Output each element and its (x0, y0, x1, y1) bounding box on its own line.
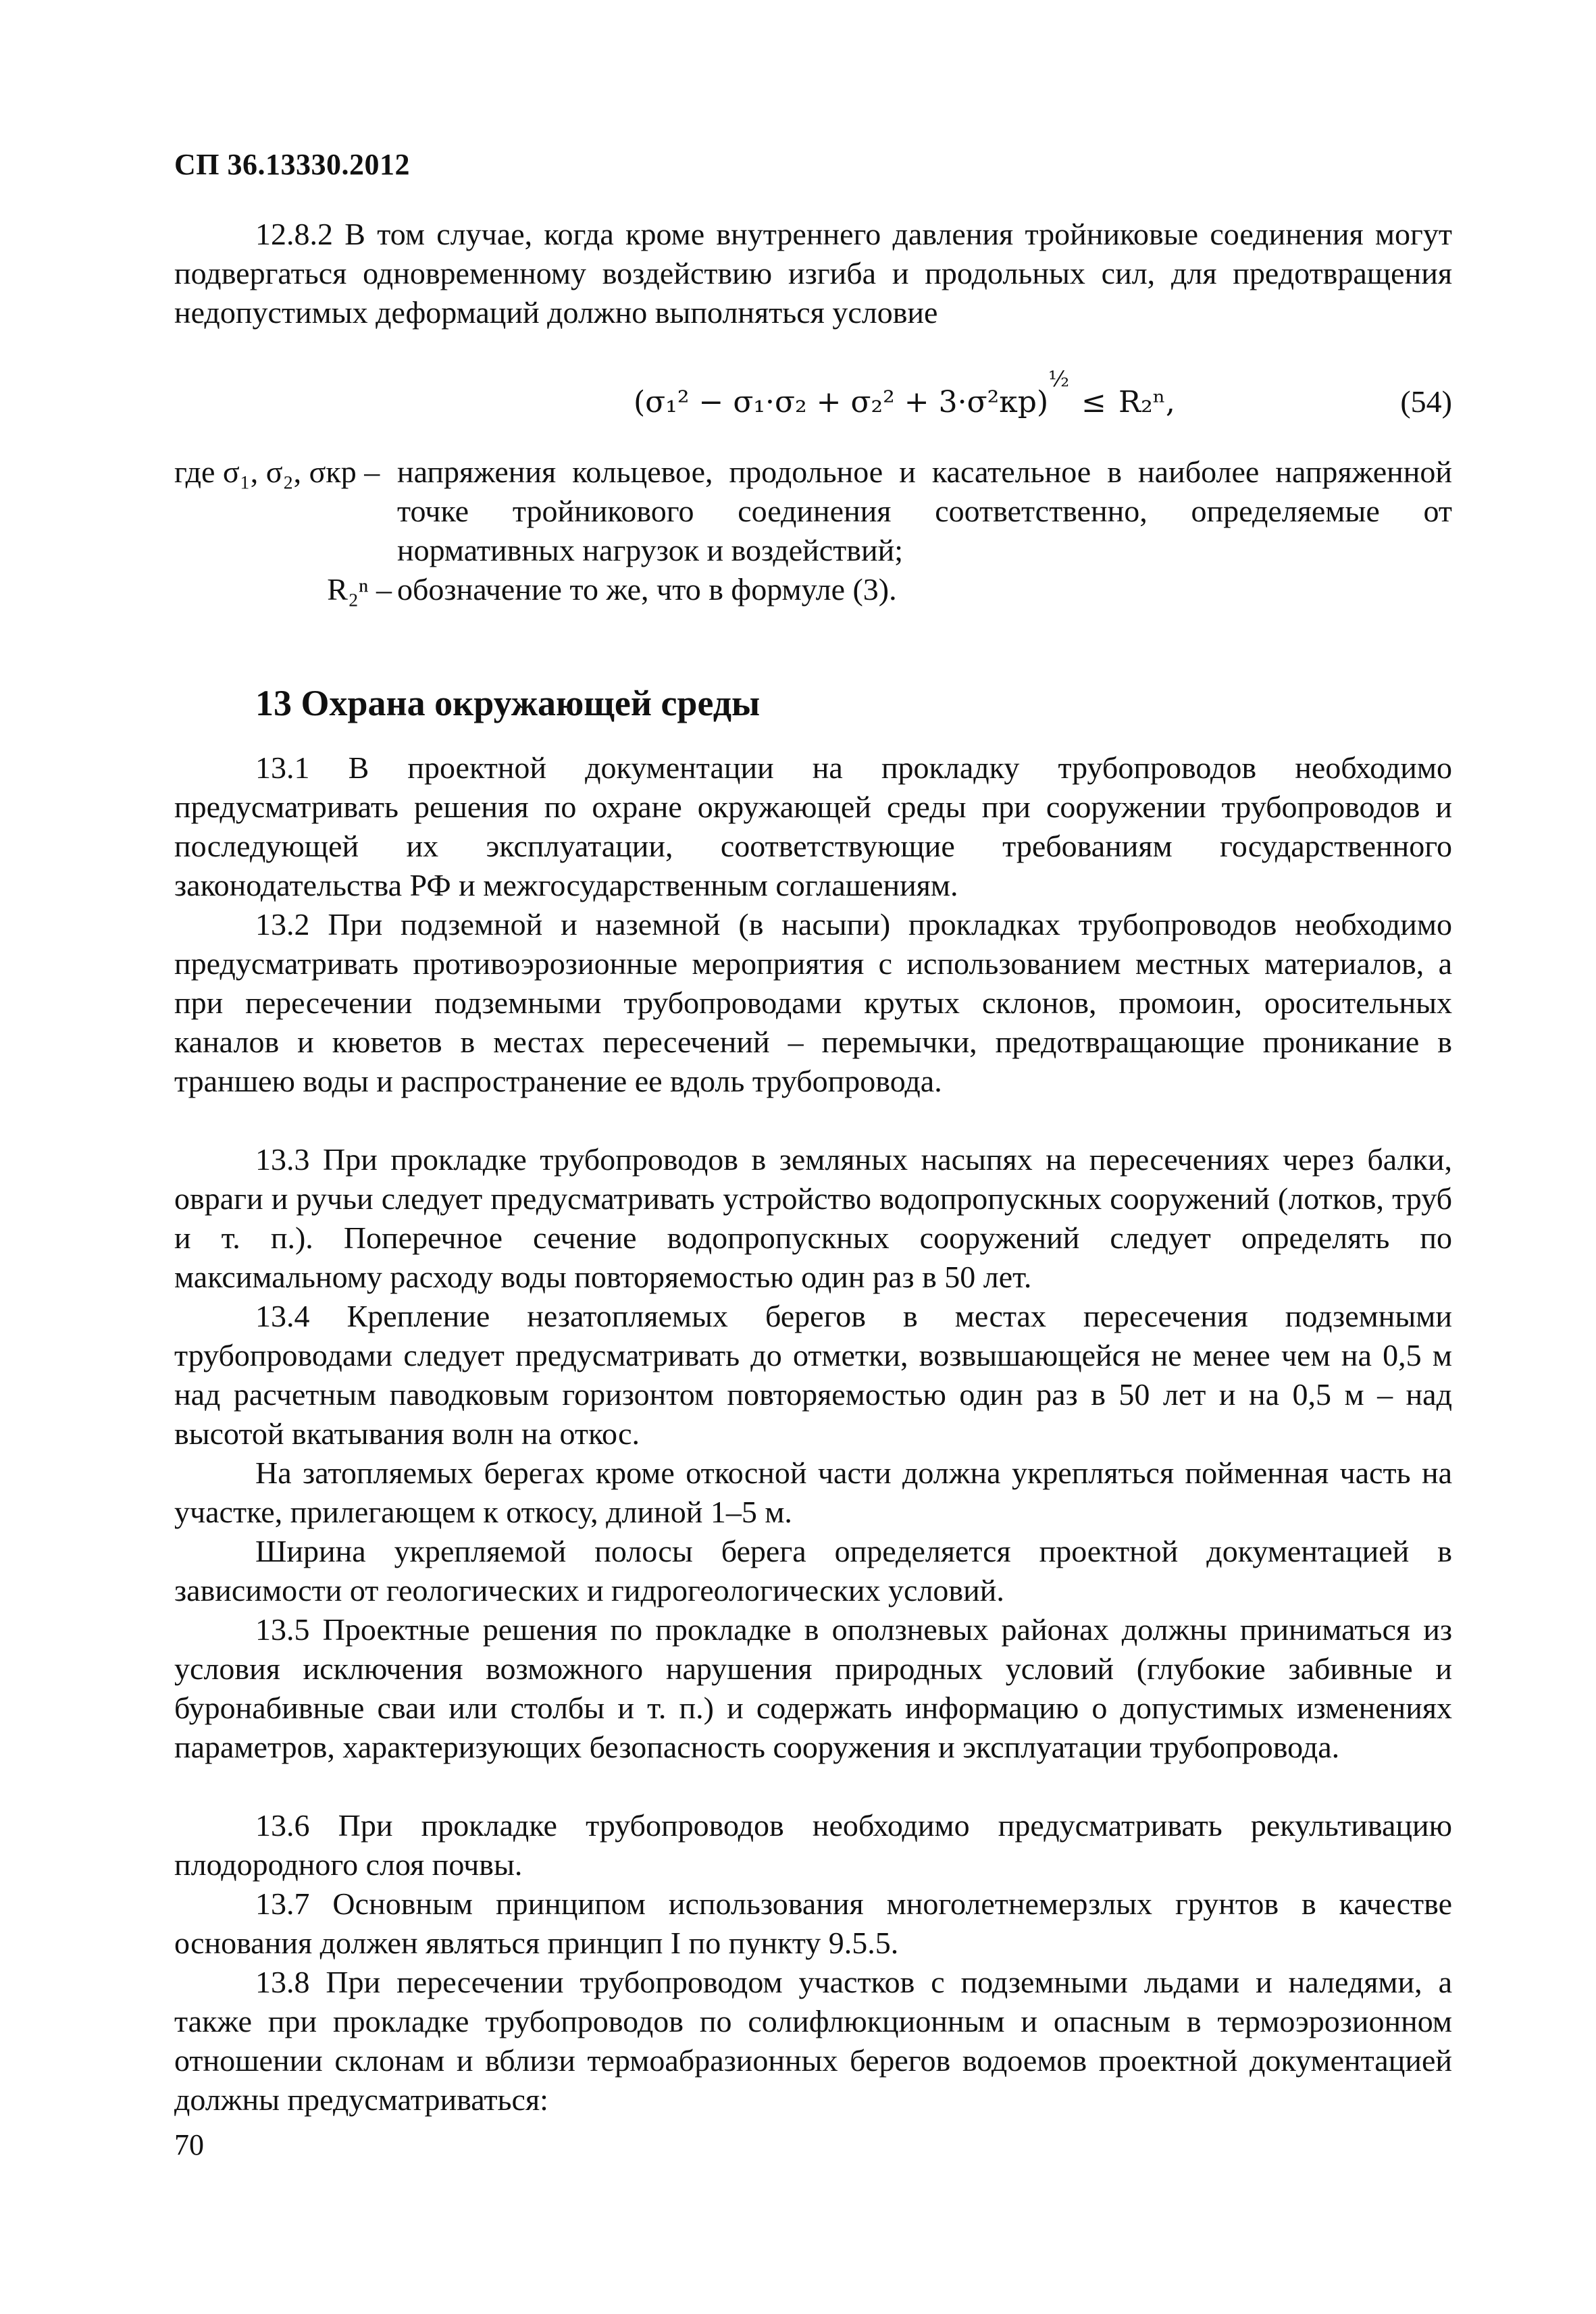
paragraph-13-5: 13.5 Проектные решения по прокладке в оползневых районах должны приниматься из условия исключения возможного нарушения природных условий (глубокие забивные и буронабивные сваи или столбы и т. п.) и содержать информацию о допустимых изменениях параметров, характеризующих безопасность сооружения и эксплуатации трубопровода. (174, 1612, 1452, 1764)
definition-text: обозначение то же, что в формуле (3). (397, 572, 897, 607)
definition-text: напряжения кольцевое, продольное и касательное в наиболее напряженной точке тройникового соединения соответственно, определяемые от нормативных нагрузок и воздействий; (397, 455, 1452, 567)
formula-54 (174, 365, 1452, 439)
equation-number: (54) (1400, 384, 1452, 419)
paragraph-13-8: 13.8 При пересечении трубопроводом участков с подземными льдами и наледями, а также при прокладке трубопроводов по солифлюкционным и опасным в термоэрозионном отношении склонам и вблизи термоабразионных берегов водоемов проектной документацией должны предусматриваться: (174, 1965, 1452, 2117)
paragraph-13-4-flooded: На затопляемых берегах кроме откосной части должна укрепляться пойменная часть на участке, прилегающем к откосу, длиной 1–5 м. (174, 1456, 1452, 1529)
definition-term: где σ₁, σ₂, σкр – (174, 455, 380, 489)
definition-r2 (174, 570, 1452, 609)
formula-expression (634, 365, 1175, 439)
formula-exponent: ½ (1048, 366, 1070, 392)
definition-sigma (174, 453, 1452, 570)
formula-rhs: R₂ⁿ, (1118, 384, 1175, 419)
page-number: 70 (174, 2128, 204, 2161)
paragraph-12-8-2: 12.8.2 В том случае, когда кроме внутреннего давления тройниковые соединения могут подвергаться одновременному воздействию изгиба и продольных сил, для предотвращения недопустимых деформаций должно выполняться условие (174, 217, 1452, 330)
paragraph-13-4-width: Ширина укрепляемой полосы берега определяется проектной документацией в зависимости от геологических и гидрогеологических условий. (174, 1534, 1452, 1608)
definition-term: R₂ⁿ – (327, 572, 392, 607)
document-code: СП 36.13330.2012 (174, 148, 410, 181)
formula-lhs: (σ₁² − σ₁·σ₂ + σ₂² + 3·σ²кр) (634, 384, 1049, 419)
paragraph-13-3: 13.3 При прокладке трубопроводов в земляных насыпях на пересечениях через балки, овраги и ручьи следует предусматривать устройство водопропускных сооружений (лотков, труб и т. п.). Поперечное сечение водопропускных сооружений следует определять по максимальному расходу воды повторяемостью один раз в 50 лет. (174, 1142, 1452, 1294)
section-title: 13 Охрана окружающей среды (255, 683, 761, 723)
formula-relation: ≤ (1081, 384, 1107, 419)
paragraph-13-2: 13.2 При подземной и наземной (в насыпи) прокладках трубопроводов необходимо предусматривать противоэрозионные мероприятия с использованием местных материалов, а при пересечении подземными трубопроводами крутых склонов, промоин, оросительных каналов и кюветов в местах пересечений – перемычки, предотвращающие проникание в траншею воды и распространение ее вдоль трубопровода. (174, 907, 1452, 1098)
formula-definitions (174, 453, 1452, 609)
paragraph-13-4: 13.4 Крепление незатопляемых берегов в местах пересечения подземными трубопроводами следует предусматривать до отметки, возвышающейся не менее чем на 0,5 м над расчетным паводковым горизонтом повторяемостью один раз в 50 лет и на 0,5 м – над высотой вкатывания волн на откос. (174, 1299, 1452, 1451)
paragraph-13-7: 13.7 Основным принципом использования многолетнемерзлых грунтов в качестве основания должен являться принцип I по пункту 9.5.5. (174, 1886, 1452, 1960)
paragraph-13-1: 13.1 В проектной документации на прокладку трубопроводов необходимо предусматривать решения по охране окружающей среды при сооружении трубопроводов и последующей их эксплуатации, соответствующие требованиям государственного законодательства РФ и межгосударственным соглашениям. (174, 750, 1452, 902)
paragraph-13-6: 13.6 При прокладке трубопроводов необходимо предусматривать рекультивацию плодородного слоя почвы. (174, 1808, 1452, 1882)
